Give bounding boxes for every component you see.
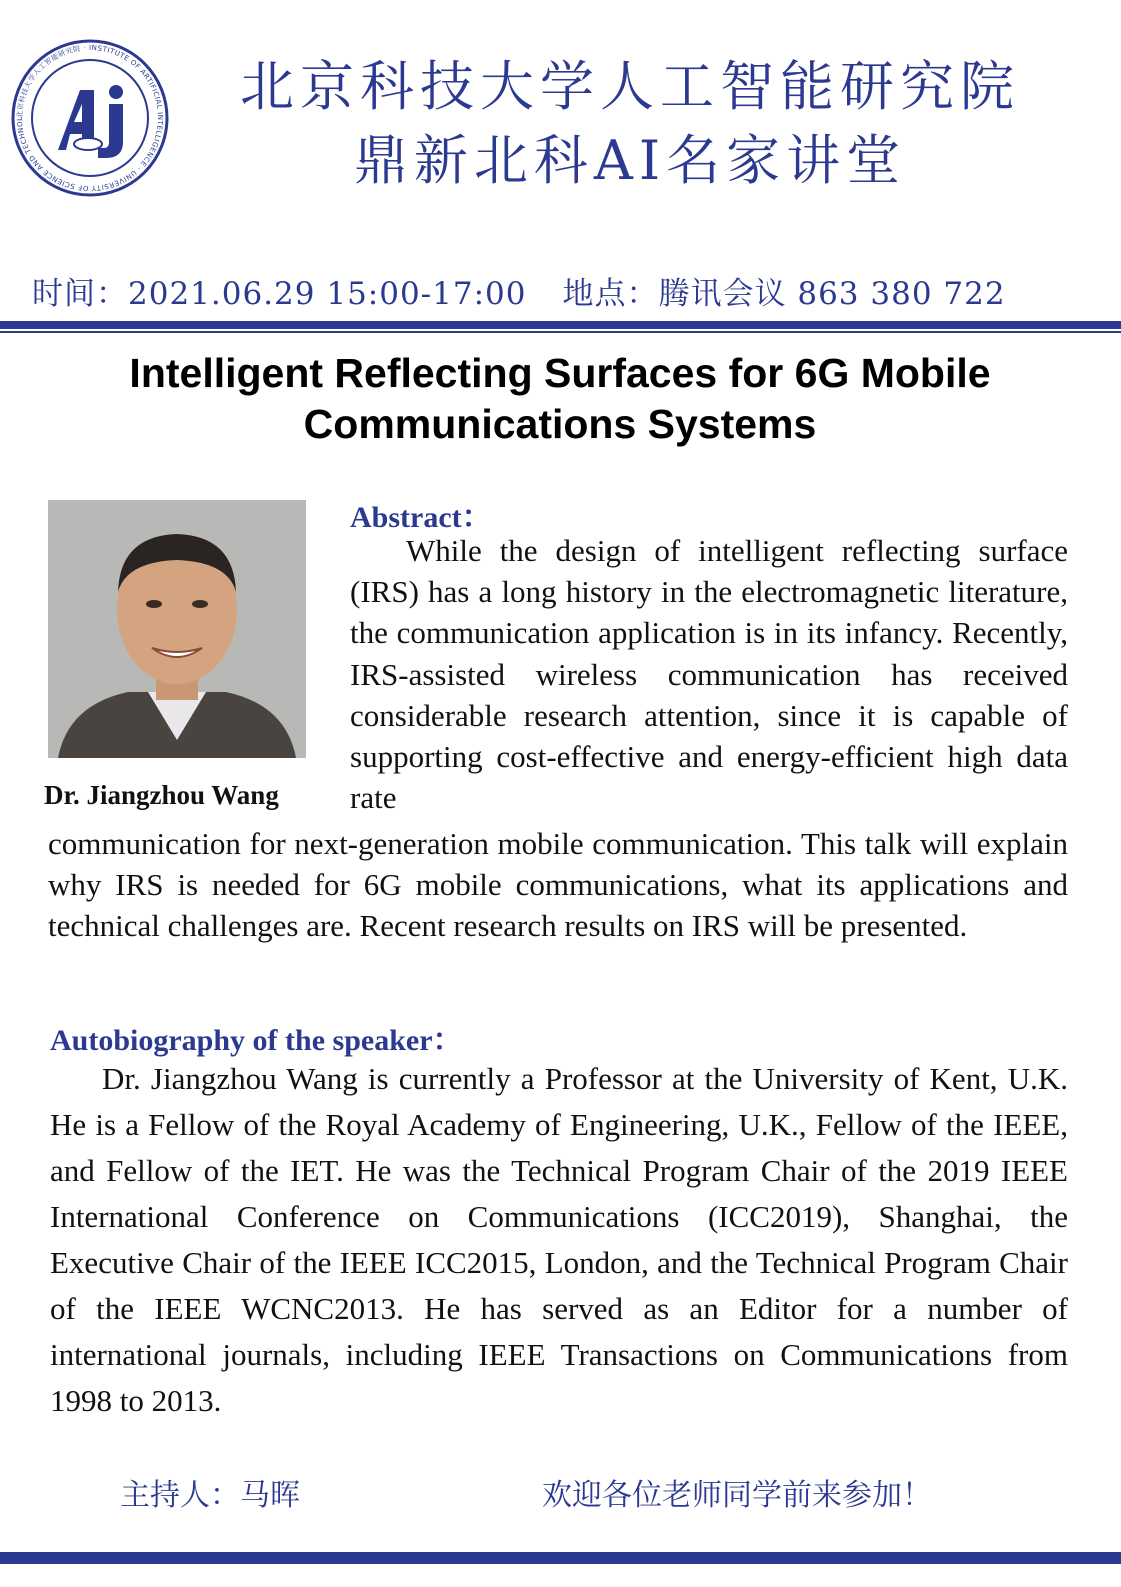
abstract-text-bottom: communication for next-generation mobile communication. This talk will explain why IRS is needed for 6G mobile communications, what its applications and technical challenges are. Recent research results on IRS will be presented.: [48, 826, 1068, 944]
institute-title-line1: 北京科技大学人工智能研究院: [240, 55, 1020, 118]
place-value: 腾讯会议 863 380 722: [658, 276, 1006, 312]
footer-divider: [0, 1552, 1121, 1564]
place-label: 地点：: [562, 276, 659, 312]
institute-title-line2: 鼎新北科AI名家讲堂: [353, 129, 907, 192]
talk-title-line1: Intelligent Reflecting Surfaces for 6G Mobile: [129, 350, 991, 396]
abstract-text-top-content: While the design of intelligent reflecting surface (IRS) has a long history in the electromagnetic literature, the communication application is in its infancy. Recently, IRS-assisted wireless communication has received considerable research attention, since it is capable of supporting cost-effective and energy-efficient high data rate: [350, 533, 1068, 816]
speaker-portrait-icon: [48, 500, 306, 758]
speaker-photo: [48, 500, 306, 758]
abstract-label: Abstract：: [350, 501, 492, 534]
talk-title: [40, 348, 1080, 450]
talk-title-line2: Communications Systems: [303, 401, 817, 447]
time-value: 2021.06.29 15:00-17:00: [128, 276, 527, 312]
ai-logo-icon: [10, 38, 170, 198]
time-place-line: [32, 268, 1092, 313]
time-label: 时间：: [32, 276, 128, 312]
bio-text: Dr. Jiangzhou Wang is currently a Professor at the University of Kent, U.K. He is a Fellow of the Royal Academy of Engineering, U.K., Fellow of the IEEE, and Fellow of the IET. He was the Technical Program Chair of the 2019 IEEE International Conference on Communications (ICC2019), Shanghai, the Executive Chair of the IEEE ICC2015, London, and the Technical Program Chair of the IEEE WCNC2013. He has served as an Editor for a number of international journals, including IEEE Transactions on Communications from 1998 to 2013.: [50, 1061, 1068, 1418]
speaker-name: Dr. Jiangzhou Wang: [44, 780, 279, 810]
host-line: 主持人：马晖: [120, 1478, 300, 1513]
header-divider: [0, 321, 1121, 329]
logo-ring-text: 北京科技大学人工智能研究院 · INSTITUTE OF ARTIFICIAL INTELLIGENCE · UNIVERSITY OF SCIENCE AND TECHNOL: [15, 43, 165, 193]
bio-label: Autobiography of the speaker：: [50, 1024, 463, 1057]
abstract-text-top: [350, 530, 1068, 818]
institute-logo: [10, 38, 170, 198]
welcome-line: 欢迎各位老师同学前来参加！: [542, 1478, 932, 1513]
header-divider-thin: [0, 331, 1121, 333]
institute-title: [180, 50, 1080, 198]
